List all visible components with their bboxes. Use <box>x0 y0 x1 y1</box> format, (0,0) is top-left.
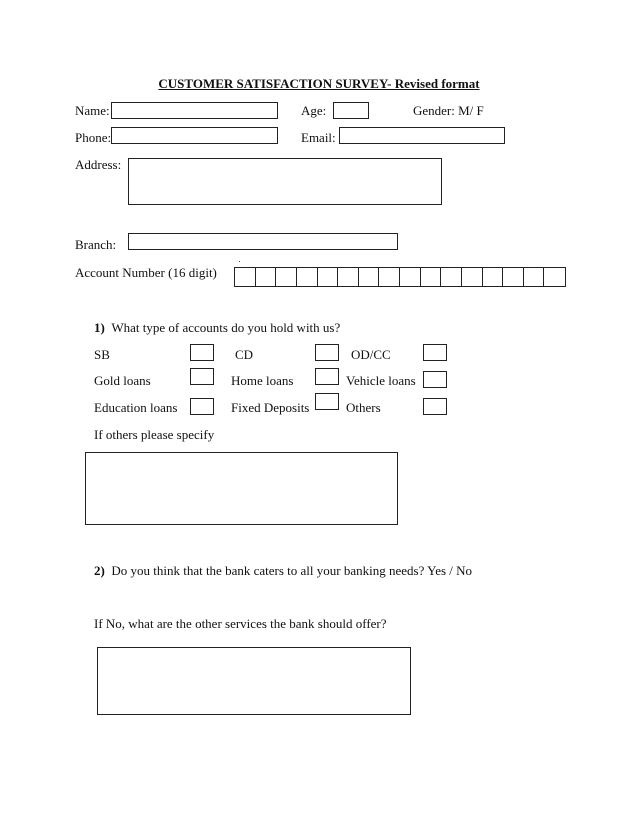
branch-field[interactable] <box>128 233 398 250</box>
email-label: Email: <box>301 130 336 145</box>
q2-text: Do you think that the bank caters to all your banking needs? Yes / No <box>111 563 473 578</box>
age-field[interactable] <box>333 102 369 119</box>
option-others-label: Others <box>346 400 381 415</box>
q2-number: 2) <box>94 563 105 578</box>
account-digit-cell[interactable] <box>338 268 359 286</box>
option-odcc-checkbox[interactable] <box>423 344 447 361</box>
option-home-label: Home loans <box>231 373 294 388</box>
phone-field[interactable] <box>111 127 278 144</box>
account-number-label: Account Number (16 digit) <box>75 265 217 280</box>
option-sb-checkbox[interactable] <box>190 344 214 361</box>
branch-label: Branch: <box>75 237 117 252</box>
q1-number: 1) <box>94 320 105 335</box>
option-home-checkbox[interactable] <box>315 368 339 385</box>
account-digit-cell[interactable] <box>359 268 380 286</box>
account-digit-cell[interactable] <box>441 268 462 286</box>
services-field[interactable] <box>97 647 411 715</box>
phone-label: Phone: <box>75 130 112 145</box>
account-digit-cell[interactable] <box>421 268 442 286</box>
stray-dot <box>239 261 240 262</box>
name-label: Name: <box>75 103 110 118</box>
others-specify-label: If others please specify <box>94 427 215 442</box>
account-number-field[interactable] <box>234 267 566 287</box>
name-field[interactable] <box>111 102 278 119</box>
option-odcc-label: OD/CC <box>351 347 391 362</box>
option-vehicle-checkbox[interactable] <box>423 371 447 388</box>
address-field[interactable] <box>128 158 442 205</box>
option-others-checkbox[interactable] <box>423 398 447 415</box>
account-digit-cell[interactable] <box>544 268 565 286</box>
option-fixed-label: Fixed Deposits <box>231 400 310 415</box>
account-digit-cell[interactable] <box>524 268 545 286</box>
account-digit-cell[interactable] <box>462 268 483 286</box>
account-digit-cell[interactable] <box>256 268 277 286</box>
page-title: CUSTOMER SATISFACTION SURVEY- Revised format <box>158 76 480 91</box>
option-vehicle-label: Vehicle loans <box>346 373 416 388</box>
age-label: Age: <box>301 103 327 118</box>
others-specify-field[interactable] <box>85 452 398 525</box>
option-cd-label: CD <box>235 347 254 362</box>
account-digit-cell[interactable] <box>483 268 504 286</box>
option-gold-checkbox[interactable] <box>190 368 214 385</box>
option-gold-label: Gold loans <box>94 373 151 388</box>
address-label: Address: <box>75 157 122 172</box>
option-fixed-checkbox[interactable] <box>315 393 339 410</box>
account-digit-cell[interactable] <box>503 268 524 286</box>
account-digit-cell[interactable] <box>400 268 421 286</box>
q2-question <box>94 563 472 578</box>
q1-question <box>94 320 340 335</box>
account-digit-cell[interactable] <box>297 268 318 286</box>
email-field[interactable] <box>339 127 505 144</box>
option-education-label: Education loans <box>94 400 178 415</box>
account-digit-cell[interactable] <box>235 268 256 286</box>
gender-label: Gender: M/ F <box>413 103 484 118</box>
q1-text: What type of accounts do you hold with us? <box>111 320 341 335</box>
account-digit-cell[interactable] <box>276 268 297 286</box>
account-digit-cell[interactable] <box>318 268 339 286</box>
q2-followup-label: If No, what are the other services the bank should offer? <box>94 616 387 631</box>
option-cd-checkbox[interactable] <box>315 344 339 361</box>
option-sb-label: SB <box>94 347 110 362</box>
account-digit-cell[interactable] <box>379 268 400 286</box>
option-education-checkbox[interactable] <box>190 398 214 415</box>
